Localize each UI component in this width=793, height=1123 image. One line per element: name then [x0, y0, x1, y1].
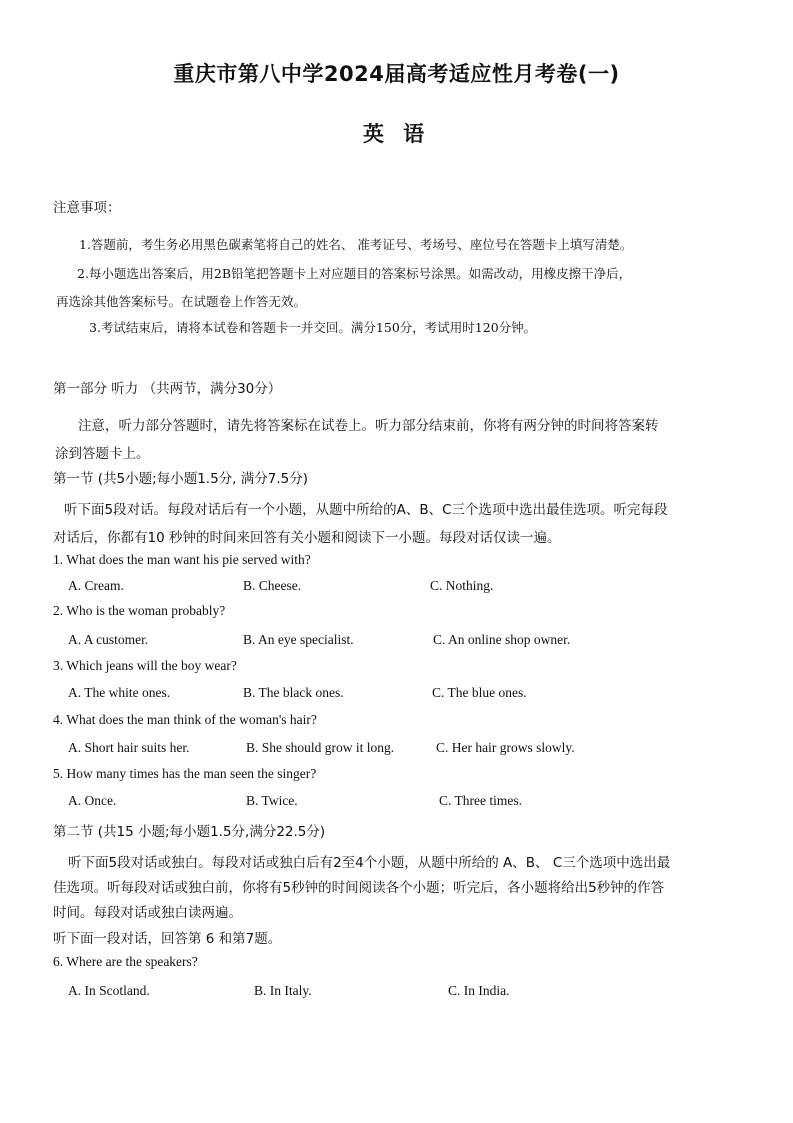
notice-item-1: 1.答题前，考生务必用黑色碳素笔将自己的姓名、 准考证号、考场号、座位号在答题卡上填写清楚。	[79, 237, 633, 252]
question-4-option-a: A. Short hair suits her.	[68, 740, 190, 755]
question-6-option-b: B. In Italy.	[254, 983, 312, 998]
section2-instruction-1: 听下面5段对话或独白。每段对话或独白后有2至4个小题，从题中所给的 A、B、 C三个选项中选出最	[68, 855, 671, 871]
question-1: 1. What does the man want his pie served with?	[53, 552, 311, 567]
subject-title: 英 语	[362, 122, 431, 146]
section2-instruction-2: 佳选项。听每段对话或独白前，你将有5秒钟的时间阅读各个小题；听完后，各小题将给出5秒钟的作答	[53, 880, 665, 896]
part1-instruction-1: 注意，听力部分答题时，请先将答案标在试卷上。听力部分结束前，你将有两分钟的时间将答案转	[78, 418, 659, 434]
question-2: 2. Who is the woman probably?	[53, 603, 226, 618]
question-3-option-a: A. The white ones.	[68, 685, 171, 700]
notice-item-2: 2.每小题选出答案后，用2B铅笔把答题卡上对应题目的答案标号涂黑。如需改动，用橡皮擦干净后，	[77, 266, 632, 281]
exam-title: 重庆市第八中学2024届高考适应性月考卷(一)	[173, 62, 620, 86]
question-4-option-b: B. She should grow it long.	[246, 740, 395, 755]
question-2-option-b: B. An eye specialist.	[243, 632, 354, 647]
dialogue-note: 听下面一段对话，回答第 6 和第7题。	[53, 931, 282, 947]
question-3: 3. Which jeans will the boy wear?	[53, 658, 237, 673]
part1-instruction-2: 涂到答题卡上。	[55, 446, 150, 462]
question-5-option-b: B. Twice.	[246, 793, 298, 808]
notice-item-3: 3.考试结束后，请将本试卷和答题卡一并交回。满分150分，考试用时120分钟。	[89, 320, 537, 335]
question-5-option-a: A. Once.	[68, 793, 117, 808]
question-5-option-c: C. Three times.	[439, 793, 522, 808]
question-4-option-c: C. Her hair grows slowly.	[436, 740, 575, 755]
question-2-option-c: C. An online shop owner.	[433, 632, 571, 647]
notice-heading: 注意事项：	[53, 200, 121, 216]
section1-instruction-2: 对话后，你都有10 秒钟的时间来回答有关小题和阅读下一小题。每段对话仅读一遍。	[53, 530, 561, 546]
question-6: 6. Where are the speakers?	[53, 954, 198, 969]
question-1-option-b: B. Cheese.	[243, 578, 302, 593]
question-5: 5. How many times has the man seen the singer?	[53, 766, 317, 781]
question-2-option-a: A. A customer.	[68, 632, 149, 647]
question-6-option-c: C. In India.	[448, 983, 510, 998]
question-3-option-c: C. The blue ones.	[432, 685, 527, 700]
section2-heading: 第二节 (共15 小题;每小题1.5分,满分22.5分)	[53, 824, 326, 840]
section2-instruction-3: 时间。每段对话或独白读两遍。	[53, 905, 242, 921]
notice-item-2-cont: 再选涂其他答案标号。在试题卷上作答无效。	[56, 294, 307, 309]
question-1-option-a: A. Cream.	[68, 578, 124, 593]
question-1-option-c: C. Nothing.	[430, 578, 494, 593]
part1-heading: 第一部分 听力 （共两节，满分30分）	[53, 381, 282, 397]
section1-instruction-1: 听下面5段对话。每段对话后有一个小题，从题中所给的A、B、C三个选项中选出最佳选项。听完每段	[64, 502, 668, 518]
section1-heading: 第一节 (共5小题;每小题1.5分, 满分7.5分)	[53, 471, 308, 487]
question-3-option-b: B. The black ones.	[243, 685, 344, 700]
question-4: 4. What does the man think of the woman's hair?	[53, 712, 317, 727]
question-6-option-a: A. In Scotland.	[68, 983, 150, 998]
